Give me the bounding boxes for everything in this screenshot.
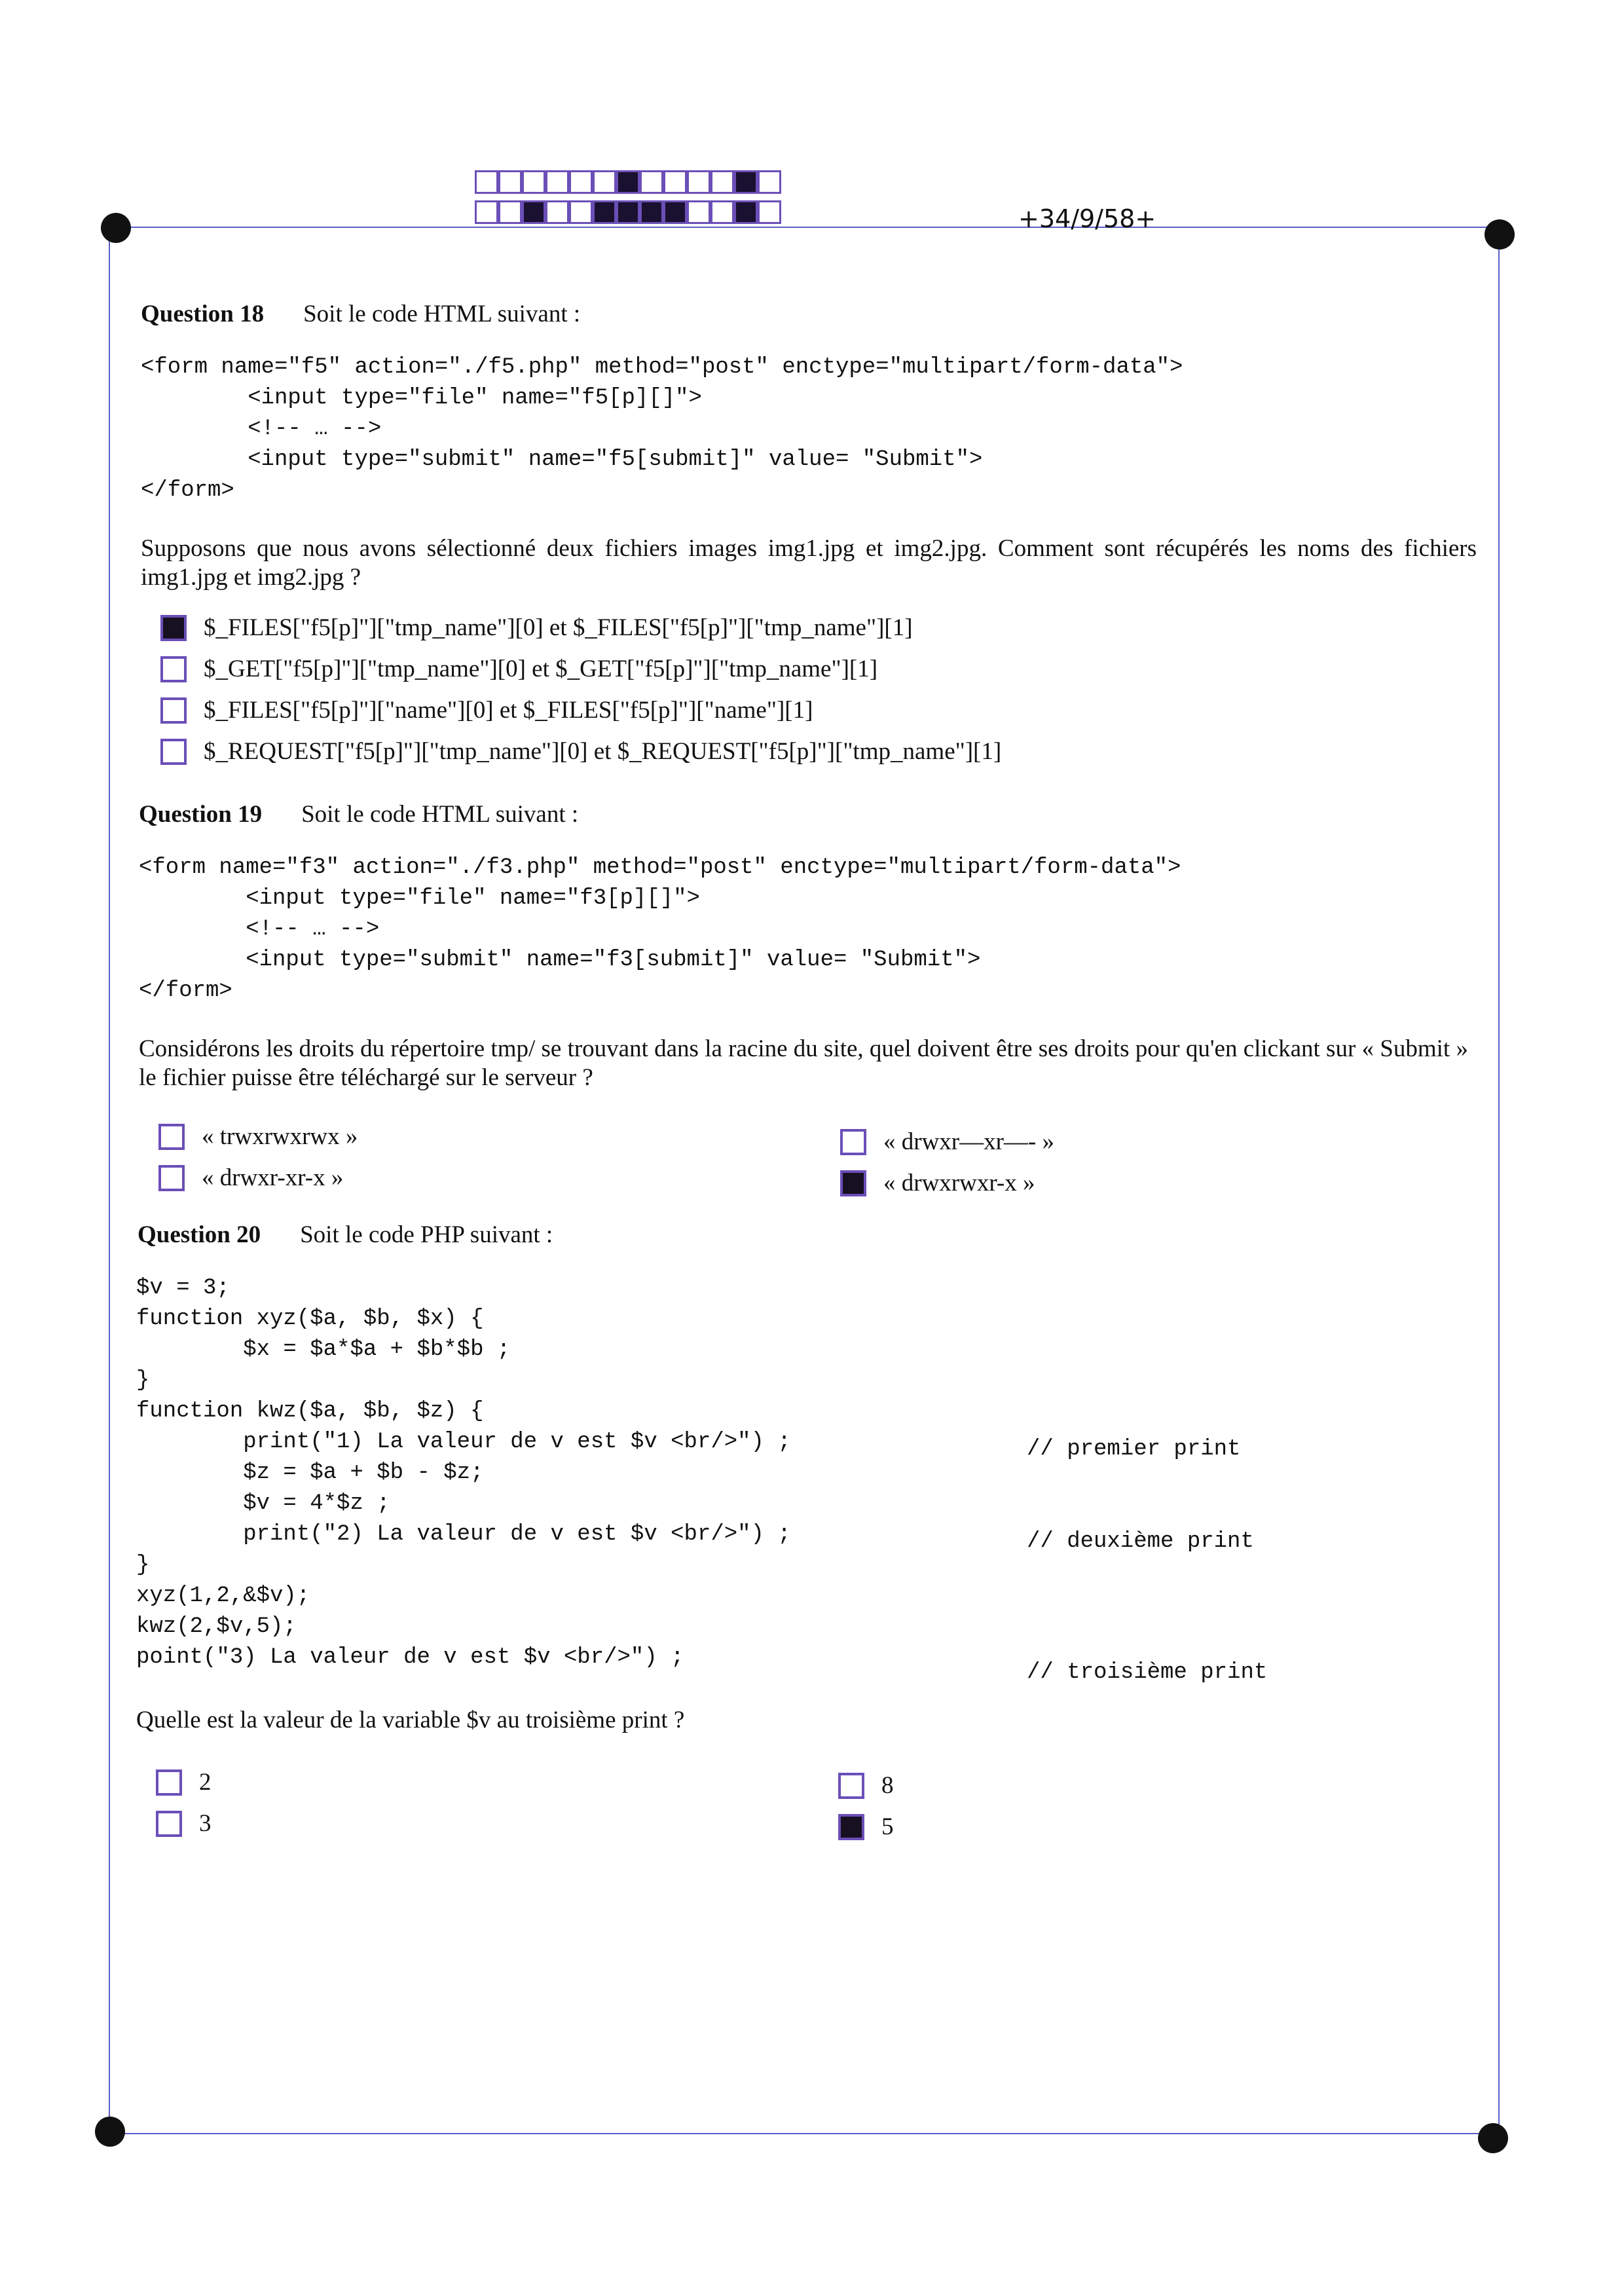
- checkbox[interactable]: [158, 1165, 185, 1191]
- code-line: print("1) La valeur de v est $v <br/>") ;: [136, 1430, 791, 1454]
- code-line: <input type="file" name="f3[p][]">: [139, 886, 700, 911]
- frame-bottom: [109, 2133, 1500, 2134]
- code-square: [522, 200, 545, 224]
- code-line: xyz(1,2,&$v);: [136, 1583, 310, 1608]
- option-label: « drwxr-xr-x »: [202, 1164, 344, 1191]
- corner-mark-bottom-left: [95, 2117, 125, 2147]
- binary-code-row-1: [475, 170, 781, 194]
- option-label: 8: [881, 1772, 894, 1799]
- code-line: <form name="f5" action="./f5.php" method="post" enctype="multipart/form-data">: [141, 355, 1183, 380]
- frame-left: [109, 227, 110, 2134]
- checkbox[interactable]: [156, 1769, 182, 1796]
- comment-troisieme-print: // troisième print: [1027, 1660, 1268, 1685]
- question-20-text: Quelle est la valeur de la variable $v au troisième print ?: [136, 1707, 685, 1733]
- code-line: </form>: [141, 478, 234, 503]
- question-19-header: [139, 800, 578, 828]
- code-square: [710, 170, 734, 194]
- question-label: Question 19: [139, 801, 263, 828]
- comment-deuxieme-print: // deuxième print: [1027, 1529, 1254, 1554]
- q20-option-1[interactable]: [156, 1768, 212, 1796]
- checkbox[interactable]: [840, 1129, 866, 1155]
- option-label: « drwxr—xr—- »: [883, 1128, 1055, 1155]
- code-square: [663, 200, 687, 224]
- code-square: [498, 200, 522, 224]
- checkbox[interactable]: [160, 739, 187, 765]
- question-20-header: [138, 1221, 553, 1249]
- code-square: [758, 170, 781, 194]
- question-18-text: Supposons que nous avons sélectionné deux fichiers images img1.jpg et img2.jpg. Comment sont récupérés les noms des fichiers img1.jpg et img2.jpg ?: [141, 535, 1477, 591]
- question-intro: Soit le code HTML suivant :: [301, 801, 579, 828]
- code-square: [616, 170, 640, 194]
- code-line: }: [136, 1368, 150, 1393]
- q18-option-4[interactable]: [160, 737, 1001, 766]
- code-line: </form>: [139, 978, 232, 1003]
- checkbox[interactable]: [160, 697, 187, 724]
- q18-option-1[interactable]: [160, 614, 913, 642]
- code-square: [640, 200, 663, 224]
- code-line: kwz(2,$v,5);: [136, 1614, 297, 1639]
- code-square: [640, 170, 663, 194]
- page-id: +34/9/58+: [1018, 204, 1156, 233]
- code-line: }: [136, 1553, 150, 1578]
- code-square: [734, 200, 758, 224]
- option-label: « drwxrwxr-x »: [883, 1170, 1035, 1196]
- code-line: function xyz($a, $b, $x) {: [136, 1306, 484, 1331]
- question-18-header: [141, 300, 580, 328]
- code-square: [758, 200, 781, 224]
- code-line: function kwz($a, $b, $z) {: [136, 1399, 484, 1424]
- code-square: [593, 170, 616, 194]
- question-label: Question 18: [141, 301, 265, 327]
- binary-code-row-2: [475, 200, 781, 224]
- option-label: 2: [199, 1769, 212, 1796]
- code-square: [522, 170, 545, 194]
- checkbox[interactable]: [838, 1814, 864, 1840]
- q19-option-1[interactable]: [158, 1122, 358, 1151]
- question-intro: Soit le code PHP suivant :: [300, 1221, 553, 1248]
- code-square: [475, 170, 498, 194]
- code-line: $v = 4*$z ;: [136, 1491, 390, 1516]
- code-square: [569, 170, 593, 194]
- checkbox[interactable]: [160, 656, 187, 682]
- code-line: <!-- … -->: [141, 417, 382, 441]
- frame-right: [1498, 227, 1500, 2134]
- code-line: point("3) La valeur de v est $v <br/>") ;: [136, 1645, 684, 1670]
- code-square: [545, 200, 569, 224]
- frame-top: [109, 227, 1500, 228]
- code-square: [687, 200, 710, 224]
- option-label: $_FILES["f5[p]"]["tmp_name"][0] et $_FILES["f5[p]"]["tmp_name"][1]: [204, 614, 913, 641]
- code-line: <input type="submit" name="f3[submit]" value= "Submit">: [139, 948, 981, 972]
- q18-option-3[interactable]: [160, 696, 813, 724]
- q20-option-2[interactable]: [156, 1809, 212, 1838]
- code-line: <input type="submit" name="f5[submit]" value= "Submit">: [141, 447, 983, 472]
- q19-option-3[interactable]: [840, 1128, 1054, 1156]
- option-label: « trwxrwxrwx »: [202, 1123, 358, 1150]
- checkbox[interactable]: [158, 1124, 185, 1150]
- checkbox[interactable]: [838, 1773, 864, 1799]
- code-square: [498, 170, 522, 194]
- code-block-q20: [136, 1273, 791, 1673]
- question-label: Question 20: [138, 1221, 261, 1248]
- code-square: [663, 170, 687, 194]
- checkbox[interactable]: [156, 1811, 182, 1837]
- code-square: [475, 200, 498, 224]
- code-square: [734, 170, 758, 194]
- question-19-text: Considérons les droits du répertoire tmp/ se trouvant dans la racine du site, quel doivent être ses droits pour qu'en clickant sur « Submit » le fichier puisse être téléchargé sur le serveur ?: [139, 1035, 1468, 1091]
- corner-mark-top-right: [1485, 219, 1515, 250]
- code-line: <input type="file" name="f5[p][]">: [141, 386, 702, 411]
- code-line: print("2) La valeur de v est $v <br/>") ;: [136, 1522, 791, 1547]
- code-square: [710, 200, 734, 224]
- option-label: $_REQUEST["f5[p]"]["tmp_name"][0] et $_REQUEST["f5[p]"]["tmp_name"][1]: [204, 738, 1002, 765]
- code-block-q19: [139, 853, 1181, 1007]
- option-label: $_GET["f5[p]"]["tmp_name"][0] et $_GET["f5[p]"]["tmp_name"][1]: [204, 656, 878, 682]
- option-label: 5: [881, 1813, 894, 1840]
- code-line: $z = $a + $b - $z;: [136, 1460, 484, 1485]
- corner-mark-bottom-right: [1478, 2123, 1508, 2153]
- code-line: <!-- … -->: [139, 917, 380, 942]
- question-intro: Soit le code HTML suivant :: [303, 301, 581, 327]
- q19-option-4[interactable]: [840, 1169, 1035, 1197]
- code-square: [569, 200, 593, 224]
- q18-option-2[interactable]: [160, 655, 877, 683]
- option-label: 3: [199, 1810, 212, 1837]
- option-label: $_FILES["f5[p]"]["name"][0] et $_FILES["f5[p]"]["name"][1]: [204, 697, 813, 724]
- code-line: $v = 3;: [136, 1276, 230, 1301]
- code-square: [545, 170, 569, 194]
- code-square: [687, 170, 710, 194]
- checkbox[interactable]: [160, 615, 187, 641]
- q19-option-2[interactable]: [158, 1164, 343, 1192]
- checkbox[interactable]: [840, 1170, 866, 1196]
- q20-option-4[interactable]: [838, 1813, 894, 1841]
- q20-option-3[interactable]: [838, 1771, 894, 1800]
- code-line: $x = $a*$a + $b*$b ;: [136, 1337, 511, 1362]
- corner-mark-top-left: [101, 213, 131, 243]
- code-block-q18: [141, 352, 1183, 506]
- code-line: <form name="f3" action="./f3.php" method="post" enctype="multipart/form-data">: [139, 855, 1181, 880]
- comment-premier-print: // premier print: [1027, 1437, 1241, 1462]
- code-square: [616, 200, 640, 224]
- code-square: [593, 200, 616, 224]
